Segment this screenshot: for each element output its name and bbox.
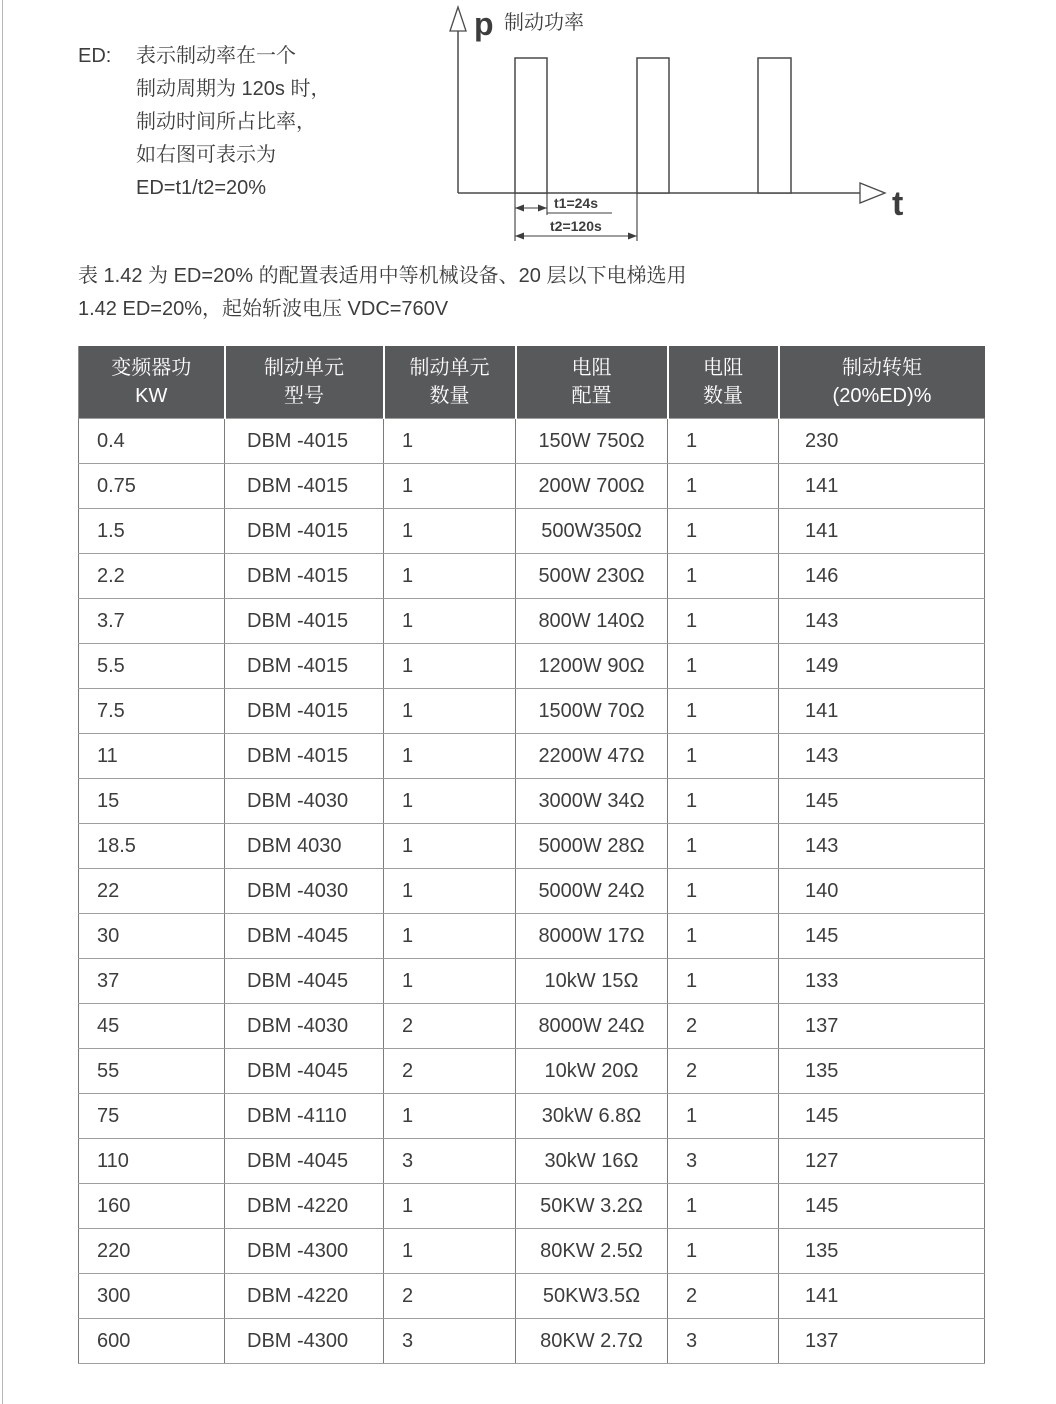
table-cell: 5000W 28Ω (516, 824, 668, 869)
t2-label: t2=120s (550, 218, 602, 234)
table-cell: DBM -4015 (225, 644, 384, 689)
table-cell: 45 (79, 1004, 225, 1049)
table-cell: DBM -4220 (225, 1184, 384, 1229)
table-cell: DBM -4030 (225, 869, 384, 914)
t2-arrow-right-icon (628, 233, 637, 240)
table-cell: 1500W 70Ω (516, 689, 668, 734)
table-cell: 143 (779, 734, 985, 779)
header-line: 制动单元 (264, 357, 344, 379)
table-cell: 37 (79, 959, 225, 1004)
braking-power-diagram (430, 0, 930, 252)
table-cell: 2 (384, 1004, 516, 1049)
table-cell: DBM -4300 (225, 1229, 384, 1274)
table-cell: 1 (384, 824, 516, 869)
table-cell: 2 (384, 1274, 516, 1319)
table-cell: DBM -4045 (225, 1049, 384, 1094)
table-cell: 50KW 3.2Ω (516, 1184, 668, 1229)
table-cell: DBM -4110 (225, 1094, 384, 1139)
table-cell: 80KW 2.5Ω (516, 1229, 668, 1274)
table-row (79, 824, 985, 869)
table-row (79, 1319, 985, 1364)
table-row (79, 644, 985, 689)
table-cell: 2 (668, 1004, 779, 1049)
table-cell: 1 (668, 869, 779, 914)
table-row (79, 1004, 985, 1049)
table-row (79, 734, 985, 779)
ed-label: ED: (78, 45, 112, 67)
table-cell: DBM -4045 (225, 1139, 384, 1184)
table-cell: 145 (779, 779, 985, 824)
table-cell: 135 (779, 1229, 985, 1274)
table-cell: 141 (779, 464, 985, 509)
header-line: (20%ED)% (832, 385, 932, 407)
ed-note-line: 制动周期为 120s 时， (136, 78, 331, 100)
table-cell: DBM -4015 (225, 419, 384, 464)
pulse-3 (758, 58, 791, 193)
table-cell: 1 (668, 824, 779, 869)
ed-note-lines (136, 40, 330, 205)
header-line: 制动转矩 (842, 357, 922, 379)
caption-line-2: 1.42 ED=20%，起始斩波电压 VDC=760V (78, 298, 449, 320)
table-cell: DBM -4015 (225, 734, 384, 779)
header-line: KW (135, 385, 168, 407)
table-cell: 15 (79, 779, 225, 824)
table-cell: 141 (779, 689, 985, 734)
table-row (79, 1274, 985, 1319)
header-line: 数量 (429, 385, 470, 407)
header-line: 配置 (571, 385, 612, 407)
table-row (79, 869, 985, 914)
table-cell: 55 (79, 1049, 225, 1094)
table-cell: 2200W 47Ω (516, 734, 668, 779)
table-cell: 145 (779, 1184, 985, 1229)
pulse-2 (637, 58, 669, 193)
table-cell: DBM -4030 (225, 779, 384, 824)
table-cell: 1 (668, 1229, 779, 1274)
table-cell: 1 (384, 644, 516, 689)
y-axis-title: 制动功率 (504, 12, 584, 34)
y-axis-arrow-icon (450, 7, 466, 31)
table-cell: 1 (668, 734, 779, 779)
table-cell: 160 (79, 1184, 225, 1229)
table-cell: 140 (779, 869, 985, 914)
table-cell: 0.75 (79, 464, 225, 509)
config-table (78, 346, 985, 1364)
table-cell: 1 (384, 419, 516, 464)
table-cell: 133 (779, 959, 985, 1004)
table-row (79, 914, 985, 959)
caption-line-1: 表 1.42 为 ED=20% 的配置表适用中等机械设备、20 层以下电梯选用 (78, 265, 687, 287)
table-cell: 137 (779, 1319, 985, 1364)
table-cell: 1 (384, 734, 516, 779)
y-axis-symbol: p (474, 6, 494, 42)
table-cell: 145 (779, 914, 985, 959)
x-axis-arrow-icon (860, 183, 885, 203)
table-cell: DBM -4045 (225, 914, 384, 959)
table-cell: 1 (384, 779, 516, 824)
header-line: 电阻 (571, 357, 612, 379)
table-cell: DBM -4015 (225, 509, 384, 554)
table-cell: 200W 700Ω (516, 464, 668, 509)
table-cell: 500W 230Ω (516, 554, 668, 599)
table-row (79, 1184, 985, 1229)
table-cell: 143 (779, 599, 985, 644)
table-cell: 141 (779, 1274, 985, 1319)
table-row (79, 599, 985, 644)
table-cell: 22 (79, 869, 225, 914)
t1-arrow-left-icon (515, 205, 524, 212)
table-cell: 110 (79, 1139, 225, 1184)
table-cell: 1 (668, 509, 779, 554)
header-line: 变频器功 (111, 357, 192, 379)
table-cell: 1 (668, 959, 779, 1004)
table-cell: 300 (79, 1274, 225, 1319)
col-header-inverter-power (79, 346, 225, 419)
table-row (79, 554, 985, 599)
header-line: 制动单元 (409, 357, 490, 379)
table-cell: 18.5 (79, 824, 225, 869)
table-cell: 1 (668, 1094, 779, 1139)
header-line: 数量 (703, 385, 743, 407)
table-cell: 1 (384, 959, 516, 1004)
table-cell: 8000W 17Ω (516, 914, 668, 959)
table-row (79, 1049, 985, 1094)
t1-label: t1=24s (554, 195, 598, 211)
table-cell: DBM 4030 (225, 824, 384, 869)
table-cell: DBM -4015 (225, 464, 384, 509)
config-table-head (79, 346, 985, 419)
table-row (79, 959, 985, 1004)
table-cell: 150W 750Ω (516, 419, 668, 464)
table-cell: 3 (668, 1139, 779, 1184)
x-axis-symbol: t (892, 185, 904, 223)
col-header-resistor-config (516, 346, 668, 419)
table-cell: DBM -4015 (225, 554, 384, 599)
table-cell: 1 (668, 599, 779, 644)
t1-arrow-right-icon (538, 205, 547, 212)
table-cell: 3 (668, 1319, 779, 1364)
table-row (79, 1139, 985, 1184)
ed-note-line: ED=t1/t2=20% (136, 177, 267, 199)
table-row (79, 509, 985, 554)
table-cell: 5.5 (79, 644, 225, 689)
t2-arrow-left-icon (515, 233, 524, 240)
table-cell: DBM -4300 (225, 1319, 384, 1364)
table-cell: 1 (384, 509, 516, 554)
table-cell: 230 (779, 419, 985, 464)
table-cell: 10kW 15Ω (516, 959, 668, 1004)
pulse-1 (515, 58, 547, 193)
table-row (79, 464, 985, 509)
table-cell: 1.5 (79, 509, 225, 554)
table-cell: 127 (779, 1139, 985, 1184)
table-cell: 1 (668, 464, 779, 509)
table-row (79, 689, 985, 734)
table-cell: 50KW3.5Ω (516, 1274, 668, 1319)
table-cell: 30kW 16Ω (516, 1139, 668, 1184)
table-cell: 11 (79, 734, 225, 779)
table-cell: 137 (779, 1004, 985, 1049)
table-cell: 2.2 (79, 554, 225, 599)
header-row (79, 346, 985, 419)
table-cell: 220 (79, 1229, 225, 1274)
table-cell: 1 (384, 869, 516, 914)
table-cell: 600 (79, 1319, 225, 1364)
table-cell: DBM -4045 (225, 959, 384, 1004)
table-cell: 1 (668, 689, 779, 734)
table-cell: 145 (779, 1094, 985, 1139)
table-caption (78, 260, 686, 326)
table-cell: 30 (79, 914, 225, 959)
ed-note-line: 表示制动率在一个 (136, 45, 296, 67)
table-cell: 3.7 (79, 599, 225, 644)
table-cell: DBM -4030 (225, 1004, 384, 1049)
table-cell: 3 (384, 1139, 516, 1184)
table-cell: 7.5 (79, 689, 225, 734)
table-cell: 1 (384, 554, 516, 599)
table-cell: 135 (779, 1049, 985, 1094)
table-cell: 1200W 90Ω (516, 644, 668, 689)
table-cell: 1 (384, 1094, 516, 1139)
col-header-brake-unit-qty (384, 346, 516, 419)
table-cell: 1 (384, 689, 516, 734)
table-cell: 10kW 20Ω (516, 1049, 668, 1094)
table-cell: 500W350Ω (516, 509, 668, 554)
ed-note-line: 如右图可表示为 (136, 144, 276, 166)
page-edge-line (2, 0, 3, 1404)
table-cell: 2 (668, 1274, 779, 1319)
config-table-body (79, 419, 985, 1364)
table-cell: 146 (779, 554, 985, 599)
table-row (79, 1094, 985, 1139)
table-cell: 30kW 6.8Ω (516, 1094, 668, 1139)
table-cell: 1 (668, 644, 779, 689)
table-cell: 1 (384, 464, 516, 509)
table-cell: 80KW 2.7Ω (516, 1319, 668, 1364)
header-line: 型号 (284, 385, 324, 407)
table-cell: 75 (79, 1094, 225, 1139)
table-cell: 1 (384, 599, 516, 644)
table-cell: 149 (779, 644, 985, 689)
table-cell: 0.4 (79, 419, 225, 464)
ed-note-line: 制动时间所占比率， (136, 111, 316, 133)
table-cell: 1 (668, 554, 779, 599)
table-cell: 143 (779, 824, 985, 869)
table-row (79, 419, 985, 464)
table-cell: 1 (668, 914, 779, 959)
table-cell: 1 (668, 419, 779, 464)
table-row (79, 1229, 985, 1274)
table-cell: 2 (668, 1049, 779, 1094)
table-cell: 800W 140Ω (516, 599, 668, 644)
table-cell: 8000W 24Ω (516, 1004, 668, 1049)
table-cell: 2 (384, 1049, 516, 1094)
ed-definition-note (78, 40, 330, 205)
table-cell: 3 (384, 1319, 516, 1364)
table-cell: 1 (384, 1184, 516, 1229)
col-header-brake-unit-model (225, 346, 384, 419)
table-cell: 1 (668, 779, 779, 824)
col-header-resistor-qty (668, 346, 779, 419)
header-line: 电阻 (703, 357, 743, 379)
table-cell: 1 (384, 914, 516, 959)
table-cell: DBM -4015 (225, 599, 384, 644)
table-cell: 3000W 34Ω (516, 779, 668, 824)
table-cell: 5000W 24Ω (516, 869, 668, 914)
table-cell: DBM -4015 (225, 689, 384, 734)
table-cell: DBM -4220 (225, 1274, 384, 1319)
table-row (79, 779, 985, 824)
col-header-brake-torque (779, 346, 985, 419)
table-cell: 1 (384, 1229, 516, 1274)
table-cell: 141 (779, 509, 985, 554)
table-cell: 1 (668, 1184, 779, 1229)
